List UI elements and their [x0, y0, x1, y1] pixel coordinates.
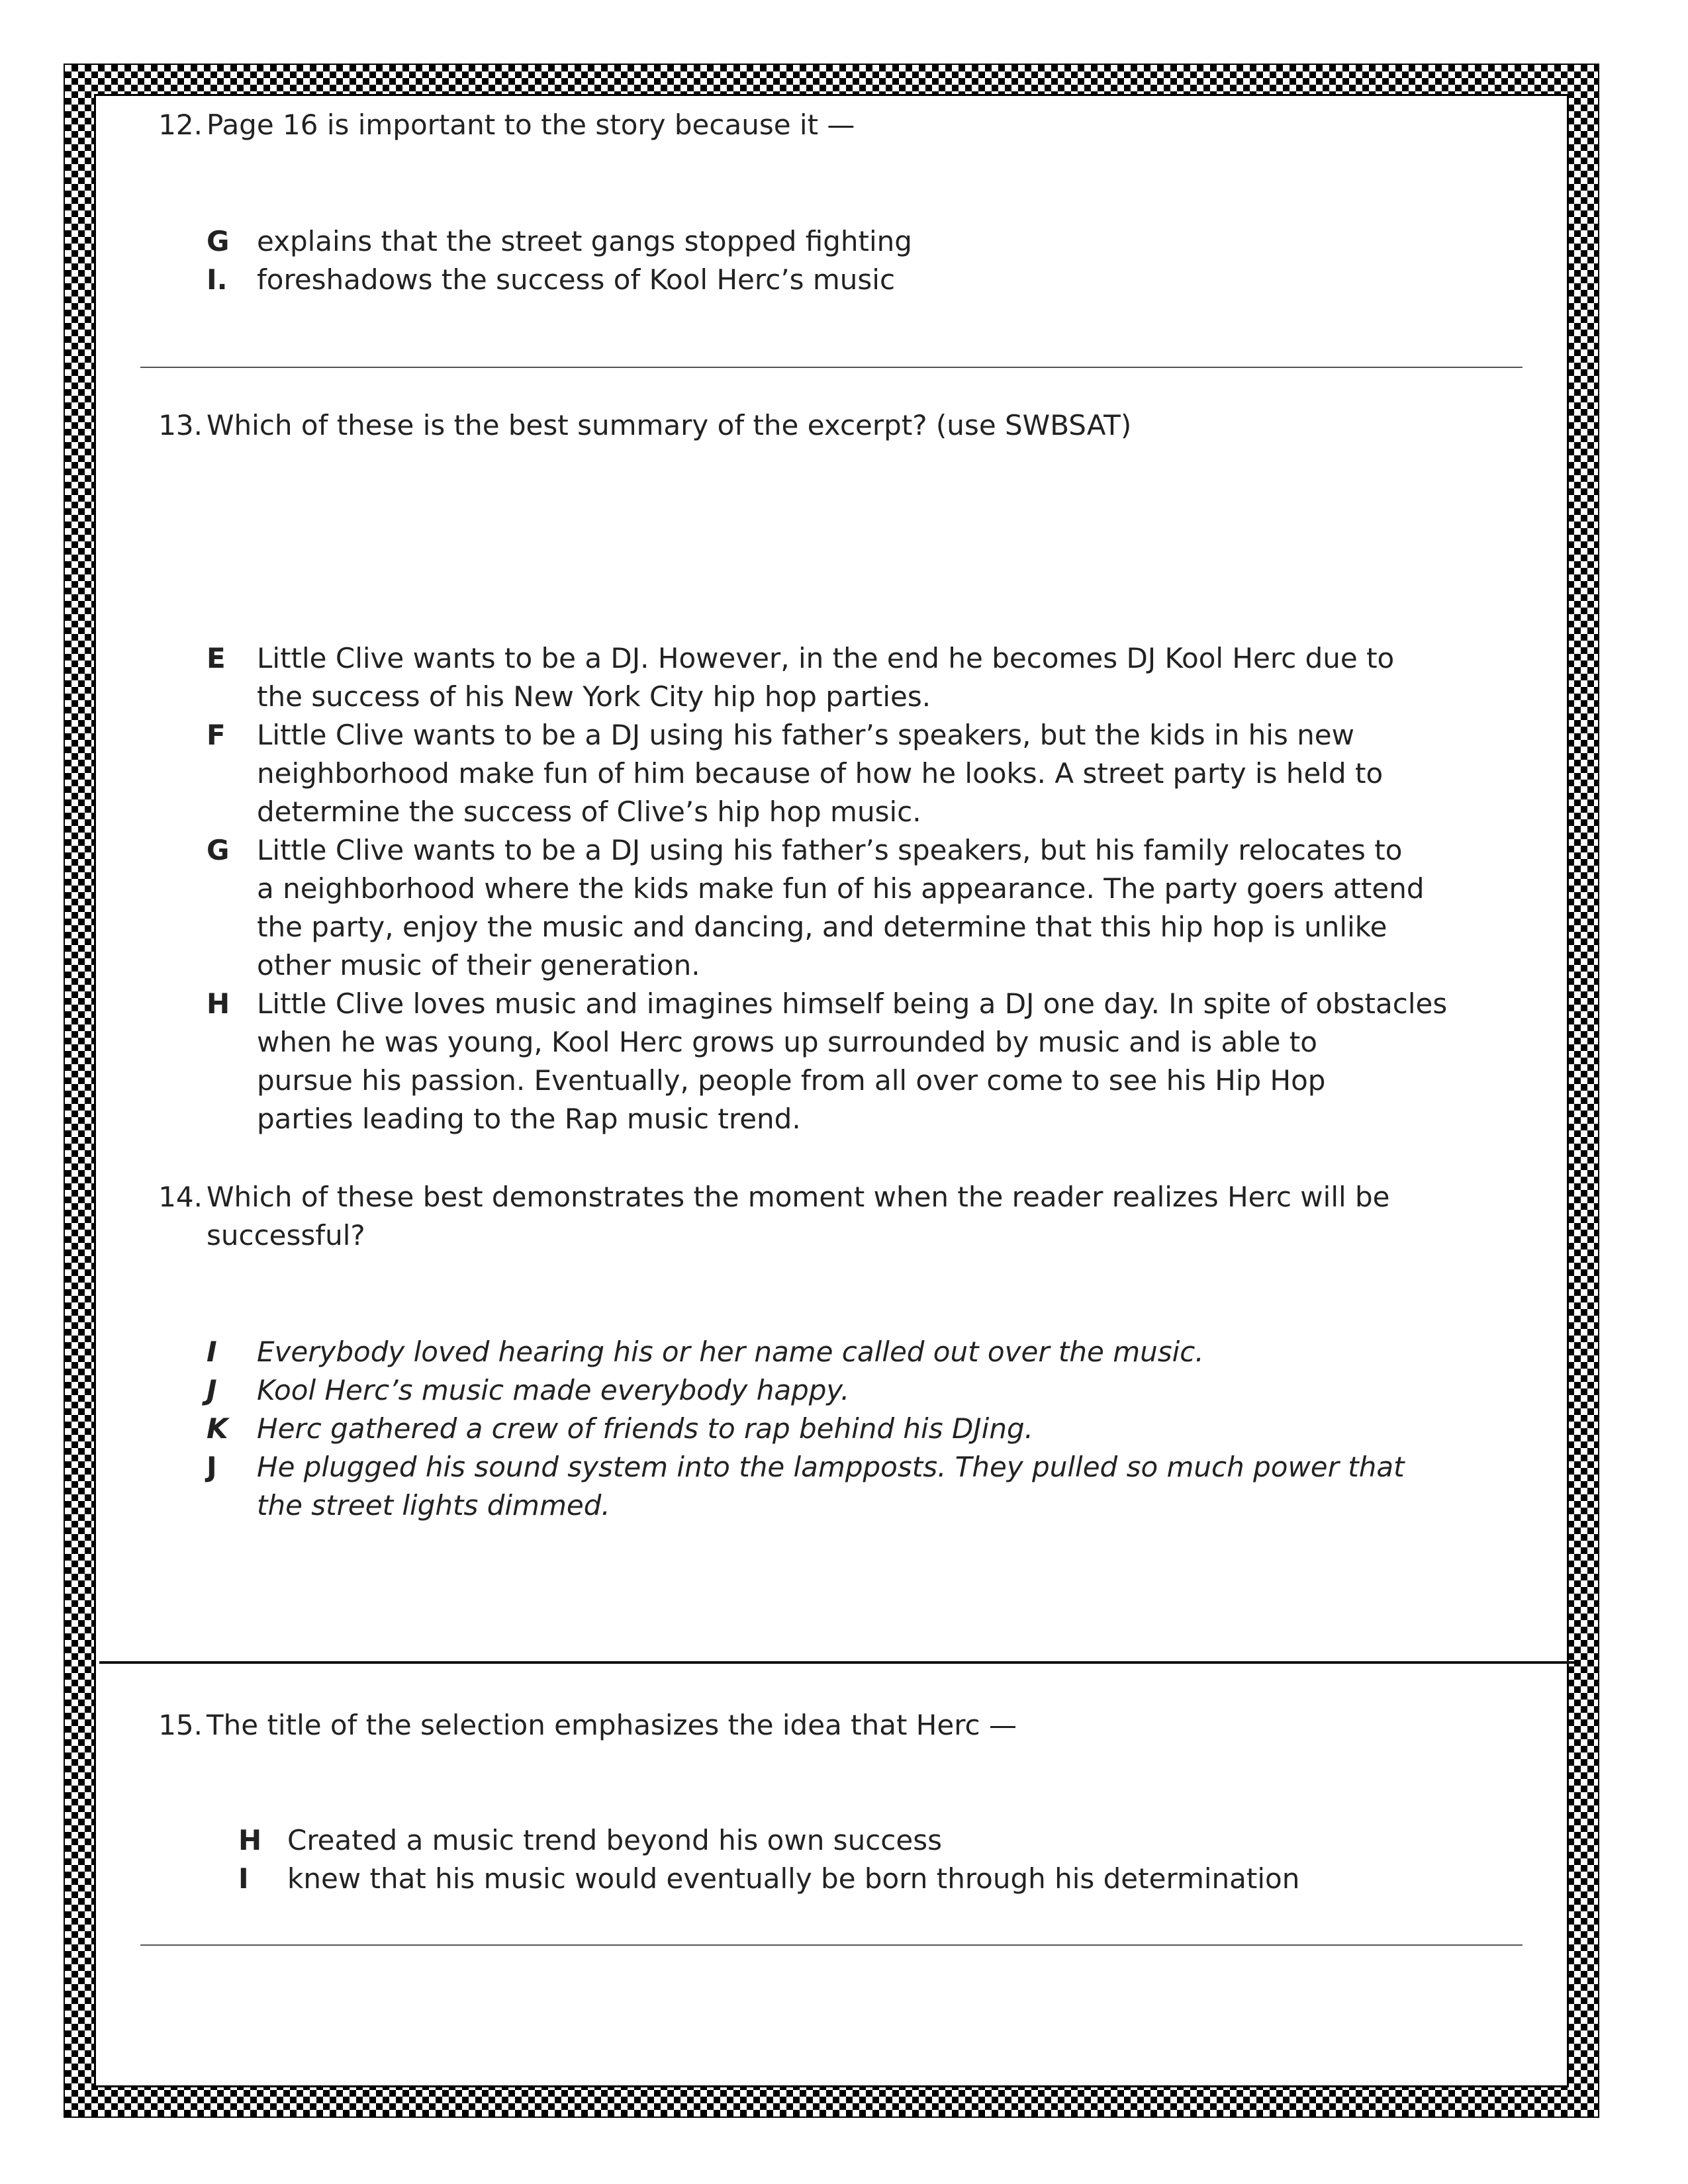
- option-text-line: when he was young, Kool Herc grows up surrounded by music and is able to: [257, 1026, 1317, 1058]
- option-text-line: Little Clive loves music and imagines himself being a DJ one day. In spite of obstacles: [257, 987, 1448, 1020]
- option-letter: J: [207, 1374, 217, 1406]
- question-number: 13.: [158, 409, 203, 441]
- option-text-line: Kool Herc’s music made everybody happy.: [257, 1374, 850, 1406]
- question-text: The title of the selection emphasizes the idea that Herc —: [207, 1709, 1017, 1741]
- option-text-line: determine the success of Clive’s hip hop music.: [257, 796, 921, 828]
- option-letter: I: [207, 1336, 217, 1368]
- option-text: knew that his music would eventually be born through his determination: [287, 1862, 1300, 1895]
- section-divider: [140, 367, 1523, 368]
- option-text-line: He plugged his sound system into the lampposts. They pulled so much power that: [257, 1451, 1405, 1483]
- option-text-line: neighborhood make fun of him because of how he looks. A street party is held to: [257, 757, 1383, 790]
- option-text-line: Little Clive wants to be a DJ using his father’s speakers, but the kids in his new: [257, 719, 1354, 751]
- question-number: 15.: [158, 1709, 203, 1741]
- question-text-line: Which of these best demonstrates the moment when the reader realizes Herc will be: [207, 1181, 1390, 1213]
- option-letter: K: [207, 1412, 228, 1445]
- option-text-line: Herc gathered a crew of friends to rap behind his DJing.: [257, 1412, 1033, 1445]
- option-text-line: Everybody loved hearing his or her name called out over the music.: [257, 1336, 1204, 1368]
- option-letter: G: [207, 225, 230, 257]
- option-letter: I.: [207, 263, 228, 296]
- question-number: 14.: [158, 1181, 203, 1213]
- question-text-line: successful?: [207, 1219, 365, 1251]
- option-text-line: the street lights dimmed.: [257, 1489, 610, 1522]
- option-text-line: Little Clive wants to be a DJ. However, in the end he becomes DJ Kool Herc due to: [257, 642, 1395, 674]
- option-text-line: the party, enjoy the music and dancing, and determine that this hip hop is unlike: [257, 911, 1387, 943]
- option-text: foreshadows the success of Kool Herc’s music: [257, 263, 896, 296]
- option-letter: E: [207, 642, 226, 674]
- question-text: Page 16 is important to the story because it —: [207, 109, 855, 141]
- section-divider: [140, 1944, 1523, 1946]
- option-letter: J: [207, 1451, 217, 1483]
- option-letter: H: [238, 1824, 262, 1856]
- question-number: 12.: [158, 109, 203, 141]
- option-letter: H: [207, 987, 230, 1020]
- option-text-line: parties leading to the Rap music trend.: [257, 1103, 801, 1135]
- option-letter: F: [207, 719, 226, 751]
- option-text-line: other music of their generation.: [257, 949, 700, 981]
- option-text: explains that the street gangs stopped fighting: [257, 225, 912, 257]
- section-divider: [99, 1661, 1574, 1664]
- question-text: Which of these is the best summary of the excerpt? (use SWBSAT): [207, 409, 1132, 441]
- option-text-line: a neighborhood where the kids make fun of his appearance. The party goers attend: [257, 872, 1425, 905]
- option-text: Created a music trend beyond his own success: [287, 1824, 942, 1856]
- option-letter: I: [238, 1862, 249, 1895]
- option-text-line: pursue his passion. Eventually, people from all over come to see his Hip Hop: [257, 1064, 1326, 1097]
- option-text-line: Little Clive wants to be a DJ using his father’s speakers, but his family relocates to: [257, 834, 1403, 866]
- option-text-line: the success of his New York City hip hop parties.: [257, 680, 931, 713]
- option-letter: G: [207, 834, 230, 866]
